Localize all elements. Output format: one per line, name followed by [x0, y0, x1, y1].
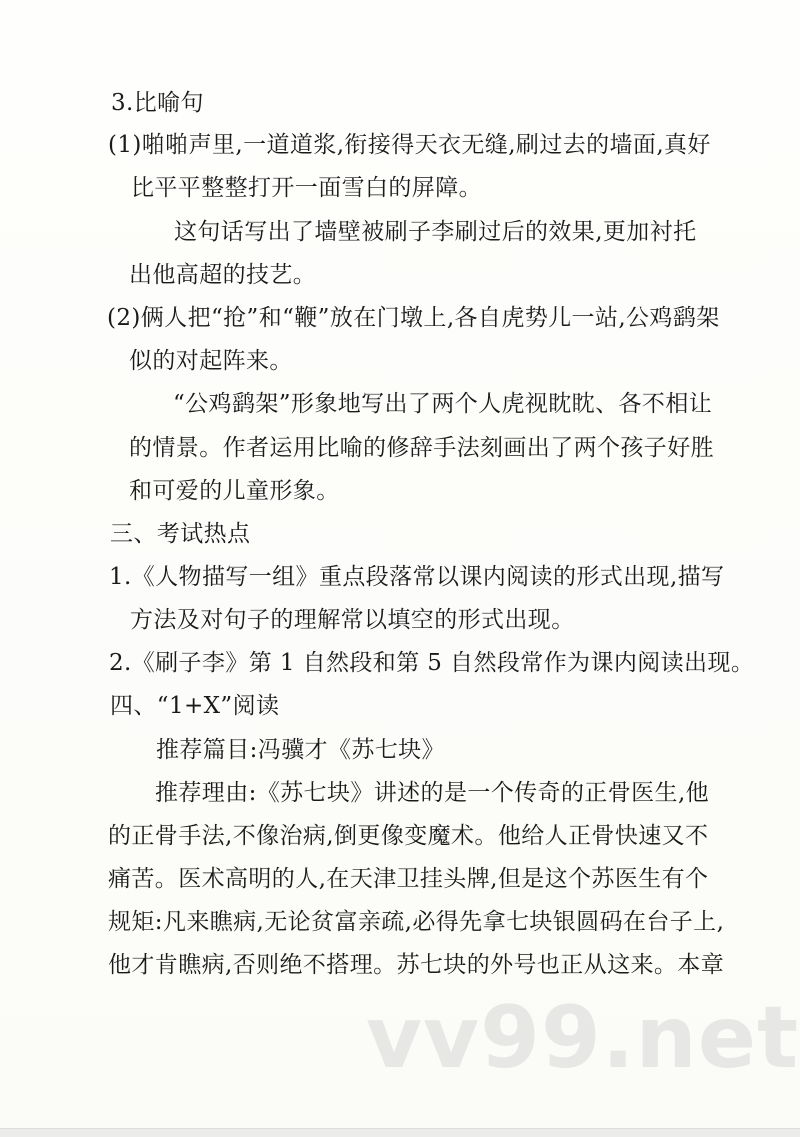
- hotspot-1-line-2: 方法及对句子的理解常以填空的形式出现。: [130, 607, 575, 633]
- recommendation-line-1: 推荐理由:《苏七块》讲述的是一个传奇的正骨医生,他: [155, 780, 710, 806]
- analysis-1-line-2: 出他高超的技艺。: [129, 262, 317, 288]
- hotspot-1-line-1: 1.《人物描写一组》重点段落常以课内阅读的形式出现,描写: [109, 564, 725, 590]
- watermark-text: vv99.net: [366, 988, 800, 1088]
- example-2-line-2: 似的对起阵来。: [129, 348, 293, 374]
- analysis-1-line-1: 这句话写出了墙壁被刷子李刷过后的效果,更加衬托: [174, 219, 697, 245]
- example-2-line-1: (2)俩人把“抢”和“鞭”放在门墩上,各自虎势儿一站,公鸡鹞架: [107, 305, 720, 331]
- recommended-title: 推荐篇目:冯骥才《苏七块》: [156, 737, 445, 763]
- recommendation-line-2: 的正骨手法,不像治病,倒更像变魔术。他给人正骨快速又不: [108, 823, 709, 849]
- page-bottom-edge: [0, 1128, 800, 1137]
- analysis-2-line-1: “公鸡鹞架”形象地写出了两个人虎视眈眈、各不相让: [173, 391, 713, 417]
- section-heading-exam-hotspots: 三、考试热点: [110, 521, 251, 547]
- section-heading-1x-reading: 四、“1+X”阅读: [110, 693, 280, 719]
- hotspot-2-line-1: 2.《刷子李》第 1 自然段和第 5 自然段常作为课内阅读出现。: [109, 650, 755, 676]
- analysis-2-line-3: 和可爱的儿童形象。: [129, 478, 340, 504]
- section-heading-simile: 3.比喻句: [111, 90, 204, 116]
- recommendation-line-5: 他才肯瞧病,否则绝不搭理。苏七块的外号也正从这来。本章: [108, 952, 725, 978]
- recommendation-line-3: 痛苦。医术高明的人,在天津卫挂头牌,但是这个苏医生有个: [108, 866, 709, 892]
- example-1-line-1: (1)啪啪声里,一道道浆,衔接得天衣无缝,刷过去的墙面,真好: [108, 132, 711, 158]
- example-1-line-2: 比平平整整打开一面雪白的屏障。: [131, 175, 482, 201]
- recommendation-line-4: 规矩:凡来瞧病,无论贫富亲疏,必得先拿七块银圆码在台子上,: [108, 909, 725, 935]
- analysis-2-line-2: 的情景。作者运用比喻的修辞手法刻画出了两个孩子好胜: [129, 435, 714, 461]
